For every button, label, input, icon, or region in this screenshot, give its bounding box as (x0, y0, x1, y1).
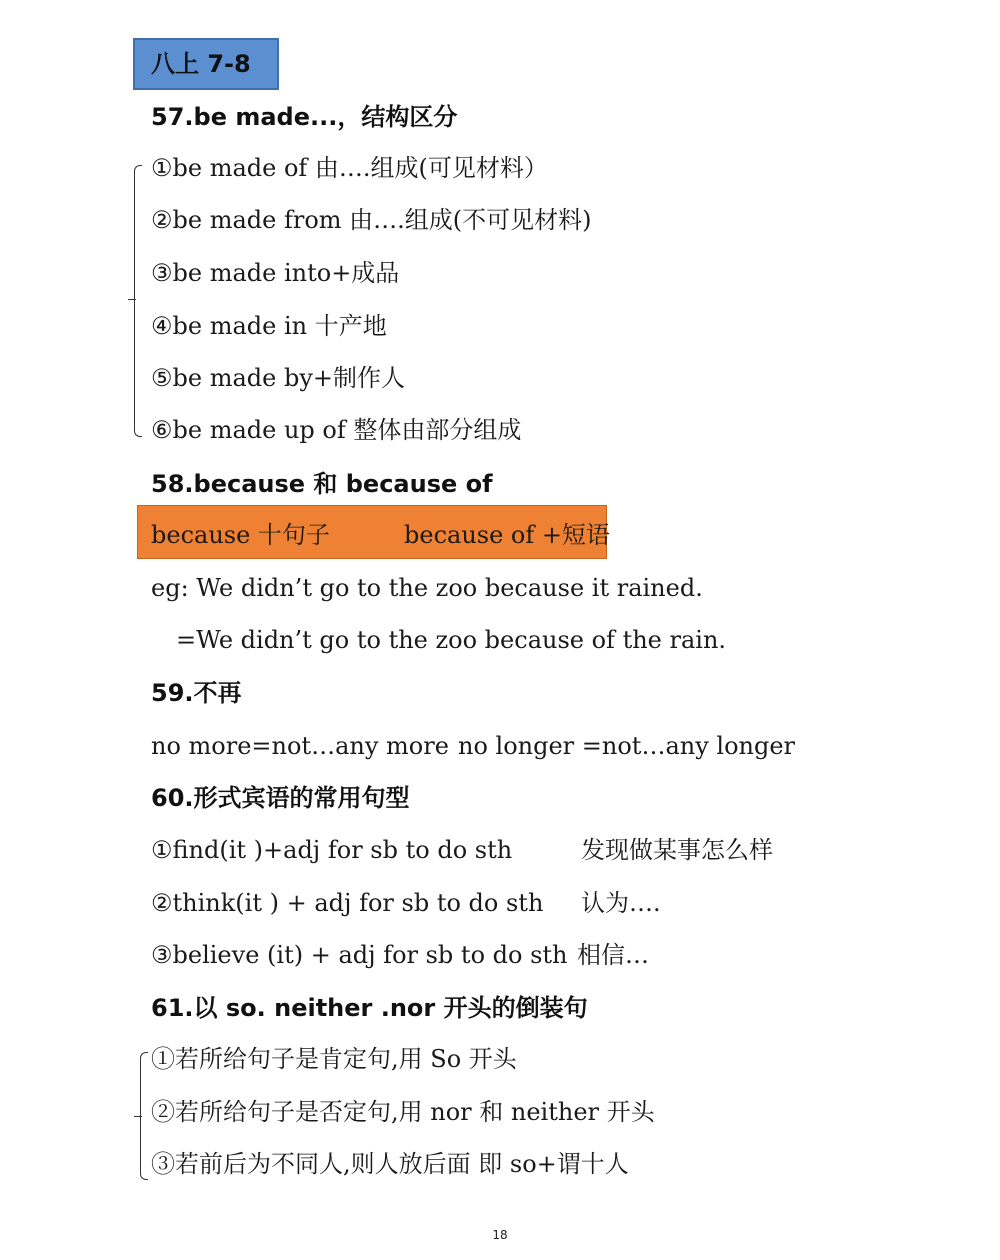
list-item-57-3: ③be made into+成品 (151, 259, 400, 287)
page-number: 18 (492, 1228, 508, 1242)
meaning-60-3: 相信… (577, 941, 649, 969)
bracket-57-tick (128, 299, 136, 300)
meaning-60-1: 发现做某事怎么样 (581, 836, 773, 864)
no-more-text: no more=not…any more (151, 732, 449, 760)
list-item-57-4: ④be made in 十产地 (151, 312, 387, 340)
list-item-57-5: ⑤be made by+制作人 (151, 364, 406, 392)
pattern-60-3: ③believe (it) + adj for sb to do sth (151, 941, 568, 969)
meaning-60-2: 认为…. (581, 889, 661, 917)
heading-61: 61.以 so. neither .nor 开头的倒装句 (151, 994, 588, 1022)
list-item-57-6: ⑥be made up of 整体由部分组成 (151, 416, 522, 444)
list-item-57-2: ②be made from 由….组成(不可见材料) (151, 206, 592, 234)
example-sentence-1: eg: We didn’t go to the zoo because it rained. (151, 574, 703, 602)
box-left-text: because 十句子 (151, 521, 330, 549)
bracket-57 (134, 165, 142, 437)
heading-59: 59.不再 (151, 679, 242, 707)
box-right-text: because of +短语 (404, 521, 610, 549)
list-item-61-1: ①若所给句子是肯定句,用 So 开头 (151, 1045, 517, 1073)
pattern-60-1: ①find(it )+adj for sb to do sth (151, 836, 513, 864)
example-sentence-2: =We didn’t go to the zoo because of the rain. (176, 626, 727, 654)
bracket-61-tick (134, 1116, 142, 1117)
heading-60: 60.形式宾语的常用句型 (151, 784, 410, 812)
heading-58: 58.because 和 because of (151, 470, 493, 498)
pattern-60-2: ②think(it ) + adj for sb to do sth (151, 889, 544, 917)
heading-57: 57.be made...，结构区分 (151, 103, 458, 131)
list-item-61-3: ③若前后为不同人,则人放后面 即 so+谓十人 (151, 1150, 629, 1178)
section-tag: 八上 7-8 (133, 38, 279, 90)
list-item-61-2: ②若所给句子是否定句,用 nor 和 neither 开头 (151, 1098, 655, 1126)
list-item-57-1: ①be made of 由….组成(可见材料） (151, 154, 548, 182)
no-longer-text: no longer =not…any longer (458, 732, 796, 760)
